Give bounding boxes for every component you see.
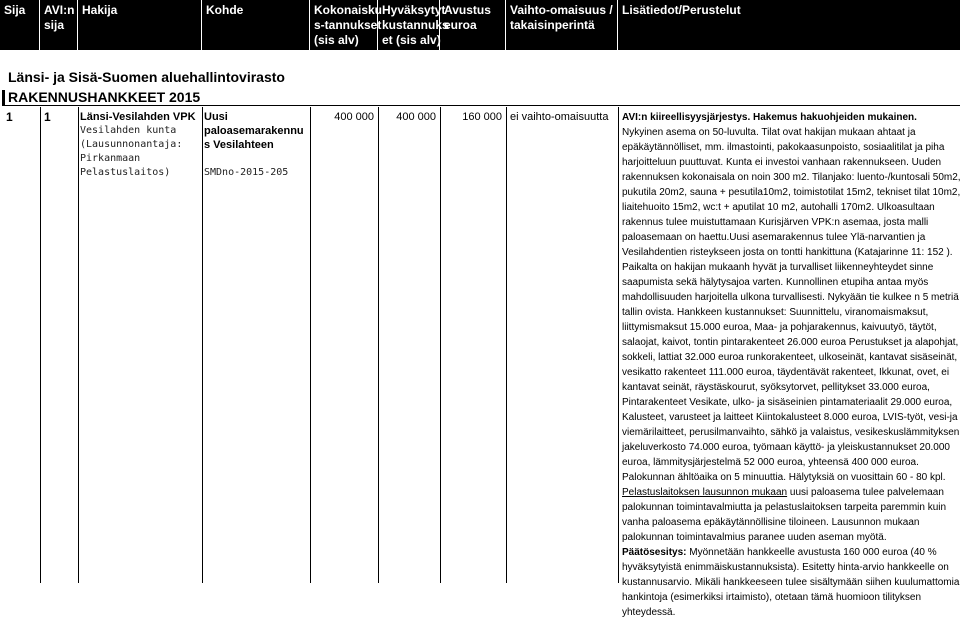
- details-line: euroa, lämmitysjärjestelmä 52 000 euroa, yhteensä 400 000 euroa.: [622, 457, 919, 468]
- column-divider: [440, 107, 441, 583]
- applicant-detail: Vesilahden kunta: [80, 125, 177, 136]
- col-header-lisatiedot: Lisätiedot/Perustelut: [622, 3, 741, 17]
- details-line: AVI:n kiireellisyysjärjestys. Hakemus hakuohjeiden mukainen.: [622, 112, 917, 123]
- col-header-avi-sija: AVI:n sija: [40, 0, 78, 50]
- details-line: Paikalta on hakijan mukaanh hyvät ja turvalliset liikenneyhteydet sinne: [622, 262, 934, 273]
- project-description: Uusi: [204, 111, 228, 123]
- applicant-detail: Pirkanmaan: [80, 153, 141, 164]
- details-line: vesikatto rakenteet 111.000 euroa, täydentävät rakenteet, Ikkunat, ovet, ei: [622, 367, 950, 378]
- section-heading: [2, 90, 960, 106]
- applicant-name: Länsi-Vesilahden VPK: [80, 111, 196, 123]
- details-line: Palokunnan ähltöaika on 5 minuuttia. Hälytyksiä on vuosittain 60 - 80 kpl.: [622, 472, 946, 483]
- col-header-vaihto: Vaihto-omaisuus / takaisinperintä: [506, 0, 618, 50]
- row-sija: 1: [6, 110, 13, 124]
- details-line: Nykyinen asema on 50-luvulta. Tilat ovat hakijan mukaan ahtaat ja: [622, 127, 916, 138]
- col-header-avustus: Avustus euroa: [440, 0, 506, 50]
- case-number: SMDno-2015-205: [204, 167, 289, 178]
- details-line: saapumista sekä hälytysajoa varten. Kunnollinen etupiha antaa myös: [622, 277, 929, 288]
- column-divider: [40, 107, 41, 583]
- details-line: tallin ovista. Hankkeen kustannukset: Suunnittelu, viranomaismaksut,: [622, 307, 929, 318]
- row-hakija: [80, 110, 196, 180]
- details-line: epäkäytännölliset, mm. ilmastointi, pakokaasunpoisto, sosiaalitilat ja piha: [622, 142, 945, 153]
- column-divider: [506, 107, 507, 583]
- details-line: Pintarakenteet Vesikate, ulko- ja sisäseinien pintamateriaalit 29.000 euroa,: [622, 397, 953, 408]
- column-divider: [202, 107, 203, 583]
- row-kohde: [204, 110, 304, 180]
- column-divider: [618, 107, 619, 583]
- details-line: paloasemaan on haettu.Uusi asemarakennus tulee Ylä-narvantien ja: [622, 232, 926, 243]
- details-text: Myönnetään hankkeelle avustusta 160 000 euroa (40 %: [686, 547, 937, 558]
- details-text: uusi paloasema tulee palvelemaan: [787, 487, 944, 498]
- decision-label: Päätösesitys:: [622, 547, 687, 558]
- project-description: paloasemarakennu: [204, 125, 304, 137]
- row-kokonaiskustannukset: 400 000: [334, 111, 374, 123]
- details-line: liaitehuoito 15m2, wc:t + aputilat 10 m2, autohalli 170m2. Ulkoasultaan: [622, 202, 935, 213]
- col-header-hyvaksytyt: Hyväksytyt kustannuks et (sis alv): [378, 0, 440, 50]
- details-line: mahdollisuuden harjoitella ulkona turvallisesti. Nykyään tie kulkee n 5 metriä: [622, 292, 959, 303]
- statement-reference: Pelastuslaitoksen lausunnon mukaan: [622, 487, 788, 498]
- row-avi-sija: 1: [44, 110, 51, 124]
- row-avustus: 160 000: [462, 111, 502, 123]
- section-heading-text: RAKENNUSHANKKEET 2015: [8, 89, 201, 105]
- details-line: kustannusarvio. Mikäli hankkeeseen tulee sisältymään siihen kuulumattomia: [622, 577, 960, 588]
- details-line: [622, 545, 954, 560]
- organization-name: Länsi- ja Sisä-Suomen aluehallintovirasto: [8, 69, 285, 85]
- col-header-kokonaiskustannukset: Kokonaisku s-tannukset (sis alv): [310, 0, 378, 50]
- section-divider: [2, 105, 960, 106]
- details-line: jakeluverkosto 74.000 euroa, työmaan käyttö- ja yleiskustannukset 20.000: [622, 442, 950, 453]
- details-line: palokunnan toimintavalmiutta ja pelastuslaitoksen tarpeita paremmin kuin: [622, 502, 947, 513]
- details-line: kantavat seinät, räystäskourut, syöksytorvet, pellitykset 33.000 euroa,: [622, 382, 930, 393]
- applicant-detail: (Lausunnonantaja:: [80, 139, 183, 150]
- details-line: [622, 485, 954, 500]
- details-line: Kalusteet, varusteet ja laitteet Kiintokalusteet 8.000 euroa, LVIS-työt, vesi-ja: [622, 412, 958, 423]
- column-divider: [78, 107, 79, 583]
- details-line: palokunnan toimintavalmius paranee uuden aseman myötä.: [622, 532, 887, 543]
- column-divider: [378, 107, 379, 583]
- details-line: vanha paloasema epäkäytännöllisine tiloineen. Lausunnon mukaan: [622, 517, 920, 528]
- project-description: s Vesilahteen: [204, 139, 274, 151]
- details-line: hyväksytyistä enimmäiskustannuksista). Esitetty hinta-arvio hankkeelle on: [622, 562, 949, 573]
- details-line: Vesilahdentien risteykseen josta on tontti hankittuna (Katajarinne 11: 152 ).: [622, 247, 953, 258]
- details-line: yhteydessä.: [622, 607, 676, 618]
- column-divider: [310, 107, 311, 583]
- row-vaihto: ei vaihto-omaisuutta: [510, 111, 609, 123]
- applicant-detail: Pelastuslaitos): [80, 167, 171, 178]
- details-line: salaojat, kaivot, tontin pintarakenteet 26.000 euroa Perustukset ja alapohjat,: [622, 337, 959, 348]
- details-line: rakennuksen kokonaisala on noin 300 m2. Tilanjako: luento-/kuntosali 50m2,: [622, 172, 961, 183]
- col-header-hakija: Hakija: [78, 0, 202, 50]
- details-line: viemärilaitteet, perusilmanvaihto, sähkö ja valaistus, vesikeskuslämmityksen: [622, 427, 960, 438]
- col-header-kohde: Kohde: [202, 0, 310, 50]
- col-header-sija: Sija: [0, 0, 40, 50]
- details-line: hankintoja (esimerkiksi irtaimisto), otetaan tämä huomioon tilityksen: [622, 592, 922, 603]
- details-line: harjoitteluun puuttuvat. Kunta ei investoi vanhaan rakennukseen. Uuden: [622, 157, 942, 168]
- section-heading-marker: [2, 90, 5, 106]
- row-lisatiedot: [622, 110, 961, 620]
- details-line: pukutila 20m2, sauna + pesutila10m2, toimistotilat 15m2, tekniset tilat 10m2,: [622, 187, 961, 198]
- details-line: sokkeli, lattiat 32.000 euroa runkorakenteet, ulkoseinät, kantavat sisäseinät,: [622, 352, 958, 363]
- details-line: liittymismaksut 15.000 euroa, Maa- ja pohjarakennus, kaivuutyö, täytöt,: [622, 322, 937, 333]
- table-header: [0, 0, 960, 50]
- details-line: rakennus tulee muistuttamaan Kurisjärven VPK:n asemaa, josta malli: [622, 217, 929, 228]
- row-hyvaksytyt: 400 000: [396, 111, 436, 123]
